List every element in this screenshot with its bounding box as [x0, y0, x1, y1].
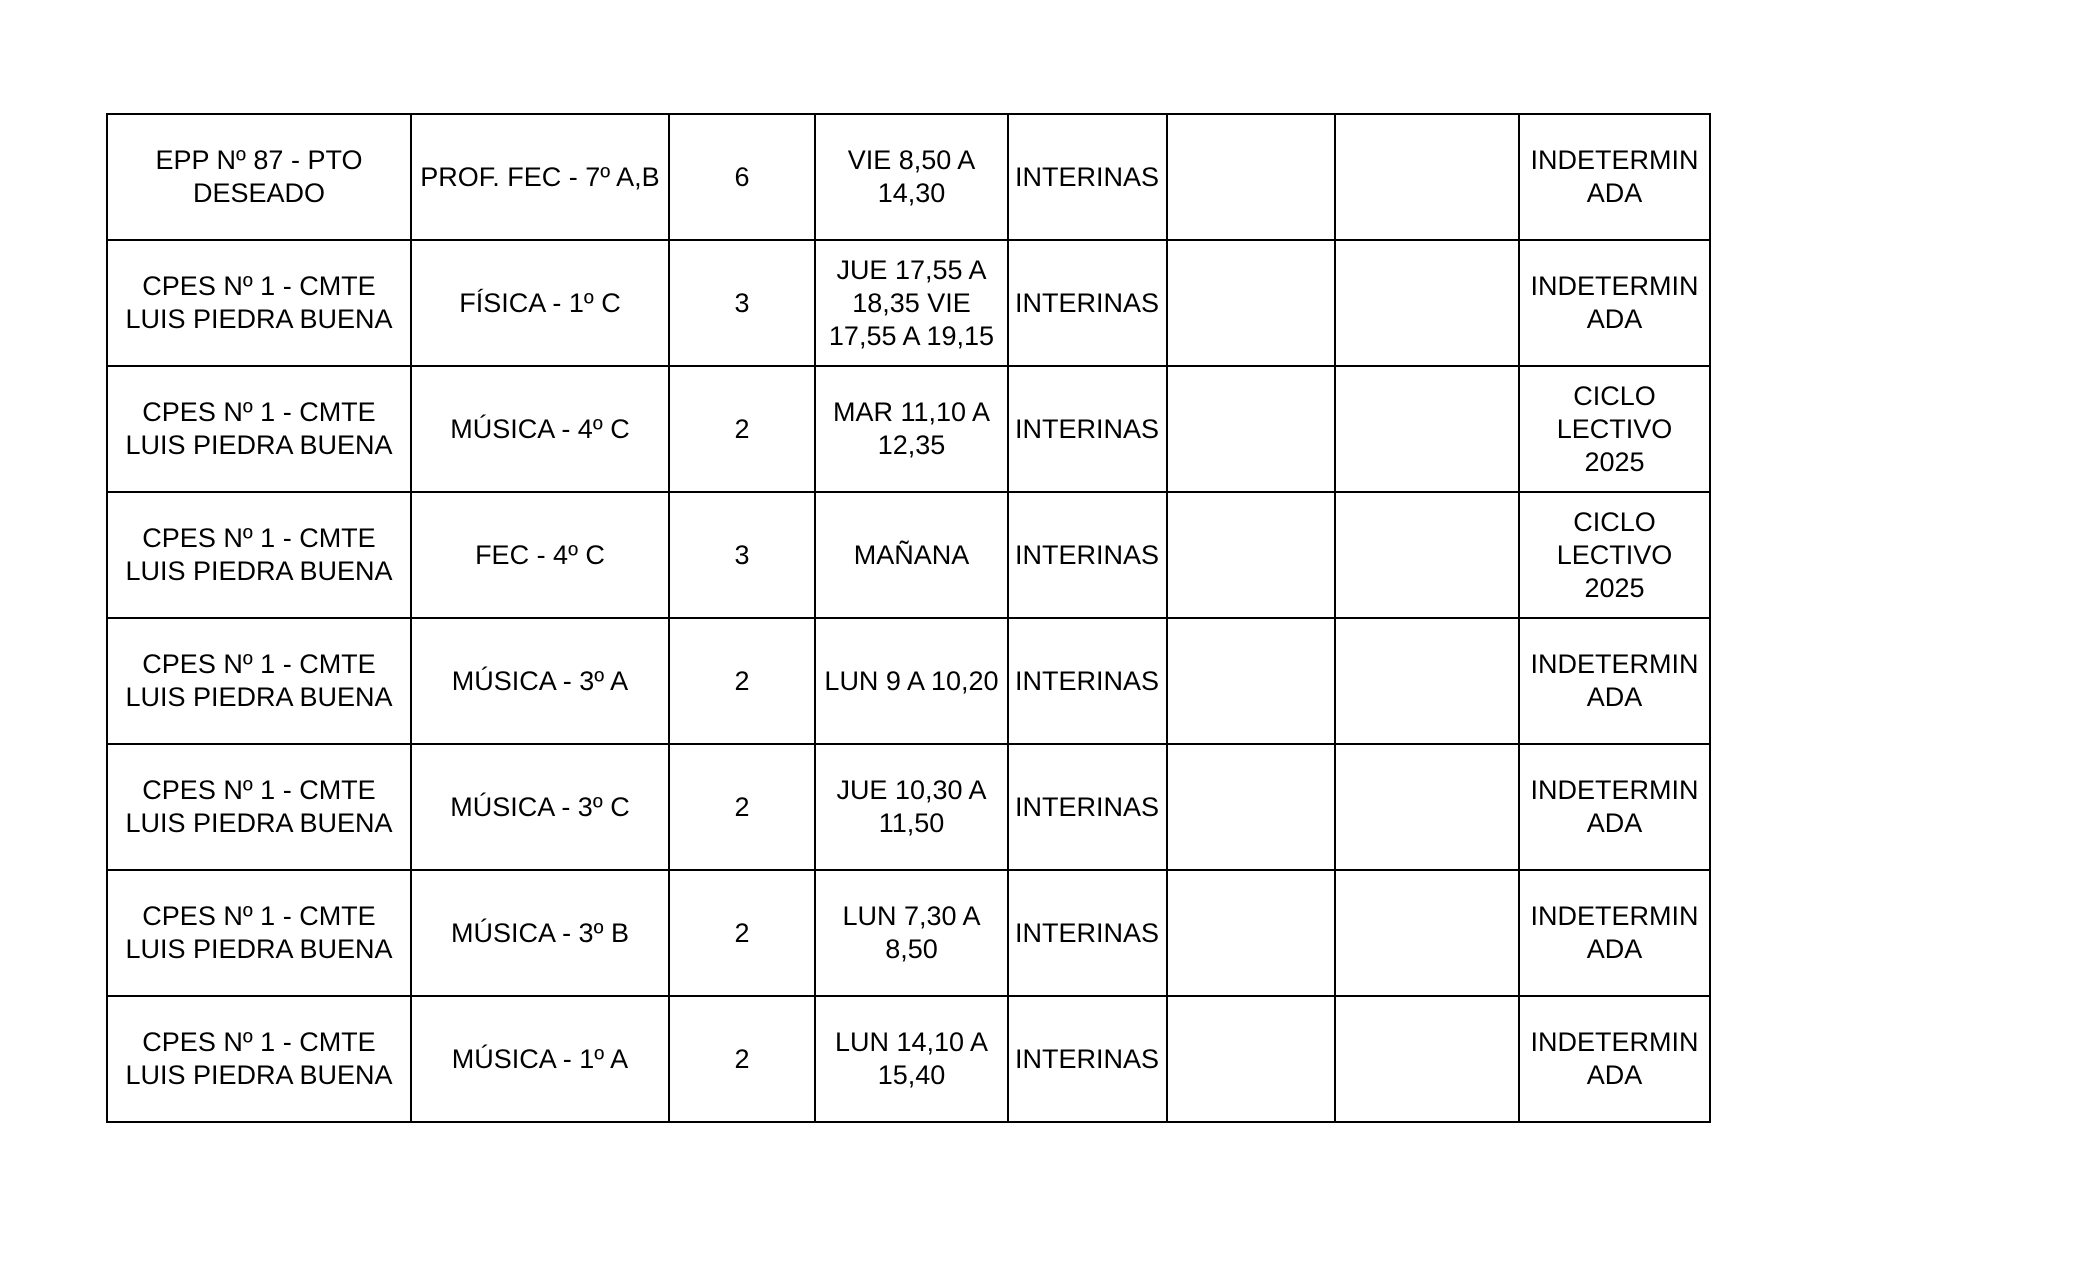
duration-cell: INDETERMIN ADA — [1519, 870, 1710, 996]
hours-cell: 3 — [669, 240, 815, 366]
duration-cell: INDETERMIN ADA — [1519, 240, 1710, 366]
subject-cell: MÚSICA - 4º C — [411, 366, 669, 492]
subject-cell: PROF. FEC - 7º A,B — [411, 114, 669, 240]
table-row — [107, 618, 1710, 744]
hours-cell: 6 — [669, 114, 815, 240]
schedule-cell: MAR 11,10 A 12,35 — [815, 366, 1008, 492]
table-row — [107, 870, 1710, 996]
hours-cell: 2 — [669, 618, 815, 744]
status-cell: INTERINAS — [1008, 114, 1167, 240]
duration-cell: INDETERMIN ADA — [1519, 744, 1710, 870]
school-cell: EPP Nº 87 - PTO DESEADO — [107, 114, 411, 240]
empty-cell — [1167, 618, 1335, 744]
table-row — [107, 114, 1710, 240]
schedule-cell: LUN 9 A 10,20 — [815, 618, 1008, 744]
school-cell: CPES Nº 1 - CMTE LUIS PIEDRA BUENA — [107, 366, 411, 492]
empty-cell — [1335, 996, 1519, 1122]
hours-cell: 2 — [669, 870, 815, 996]
school-cell: CPES Nº 1 - CMTE LUIS PIEDRA BUENA — [107, 618, 411, 744]
empty-cell — [1335, 114, 1519, 240]
duration-cell: CICLO LECTIVO 2025 — [1519, 492, 1710, 618]
status-cell: INTERINAS — [1008, 366, 1167, 492]
table-row — [107, 744, 1710, 870]
empty-cell — [1167, 240, 1335, 366]
school-cell: CPES Nº 1 - CMTE LUIS PIEDRA BUENA — [107, 870, 411, 996]
duration-cell: INDETERMIN ADA — [1519, 618, 1710, 744]
schedule-cell: MAÑANA — [815, 492, 1008, 618]
table-row — [107, 492, 1710, 618]
status-cell: INTERINAS — [1008, 240, 1167, 366]
empty-cell — [1335, 870, 1519, 996]
positions-table — [106, 113, 1711, 1123]
status-cell: INTERINAS — [1008, 870, 1167, 996]
empty-cell — [1167, 492, 1335, 618]
table-row — [107, 366, 1710, 492]
table-body — [107, 114, 1710, 1122]
empty-cell — [1335, 492, 1519, 618]
empty-cell — [1167, 744, 1335, 870]
schedule-cell: JUE 10,30 A 11,50 — [815, 744, 1008, 870]
school-cell: CPES Nº 1 - CMTE LUIS PIEDRA BUENA — [107, 996, 411, 1122]
status-cell: INTERINAS — [1008, 996, 1167, 1122]
school-cell: CPES Nº 1 - CMTE LUIS PIEDRA BUENA — [107, 240, 411, 366]
empty-cell — [1335, 618, 1519, 744]
empty-cell — [1167, 996, 1335, 1122]
status-cell: INTERINAS — [1008, 618, 1167, 744]
subject-cell: MÚSICA - 3º A — [411, 618, 669, 744]
table-row — [107, 240, 1710, 366]
hours-cell: 3 — [669, 492, 815, 618]
schedule-cell: VIE 8,50 A 14,30 — [815, 114, 1008, 240]
empty-cell — [1167, 870, 1335, 996]
table-row — [107, 996, 1710, 1122]
hours-cell: 2 — [669, 996, 815, 1122]
duration-cell: INDETERMIN ADA — [1519, 996, 1710, 1122]
schedule-cell: JUE 17,55 A 18,35 VIE 17,55 A 19,15 — [815, 240, 1008, 366]
empty-cell — [1167, 366, 1335, 492]
duration-cell: CICLO LECTIVO 2025 — [1519, 366, 1710, 492]
empty-cell — [1335, 744, 1519, 870]
empty-cell — [1335, 366, 1519, 492]
subject-cell: MÚSICA - 1º A — [411, 996, 669, 1122]
subject-cell: FEC - 4º C — [411, 492, 669, 618]
hours-cell: 2 — [669, 744, 815, 870]
school-cell: CPES Nº 1 - CMTE LUIS PIEDRA BUENA — [107, 744, 411, 870]
subject-cell: FÍSICA - 1º C — [411, 240, 669, 366]
empty-cell — [1167, 114, 1335, 240]
schedule-cell: LUN 7,30 A 8,50 — [815, 870, 1008, 996]
subject-cell: MÚSICA - 3º C — [411, 744, 669, 870]
hours-cell: 2 — [669, 366, 815, 492]
empty-cell — [1335, 240, 1519, 366]
duration-cell: INDETERMIN ADA — [1519, 114, 1710, 240]
schedule-cell: LUN 14,10 A 15,40 — [815, 996, 1008, 1122]
school-cell: CPES Nº 1 - CMTE LUIS PIEDRA BUENA — [107, 492, 411, 618]
status-cell: INTERINAS — [1008, 744, 1167, 870]
status-cell: INTERINAS — [1008, 492, 1167, 618]
subject-cell: MÚSICA - 3º B — [411, 870, 669, 996]
